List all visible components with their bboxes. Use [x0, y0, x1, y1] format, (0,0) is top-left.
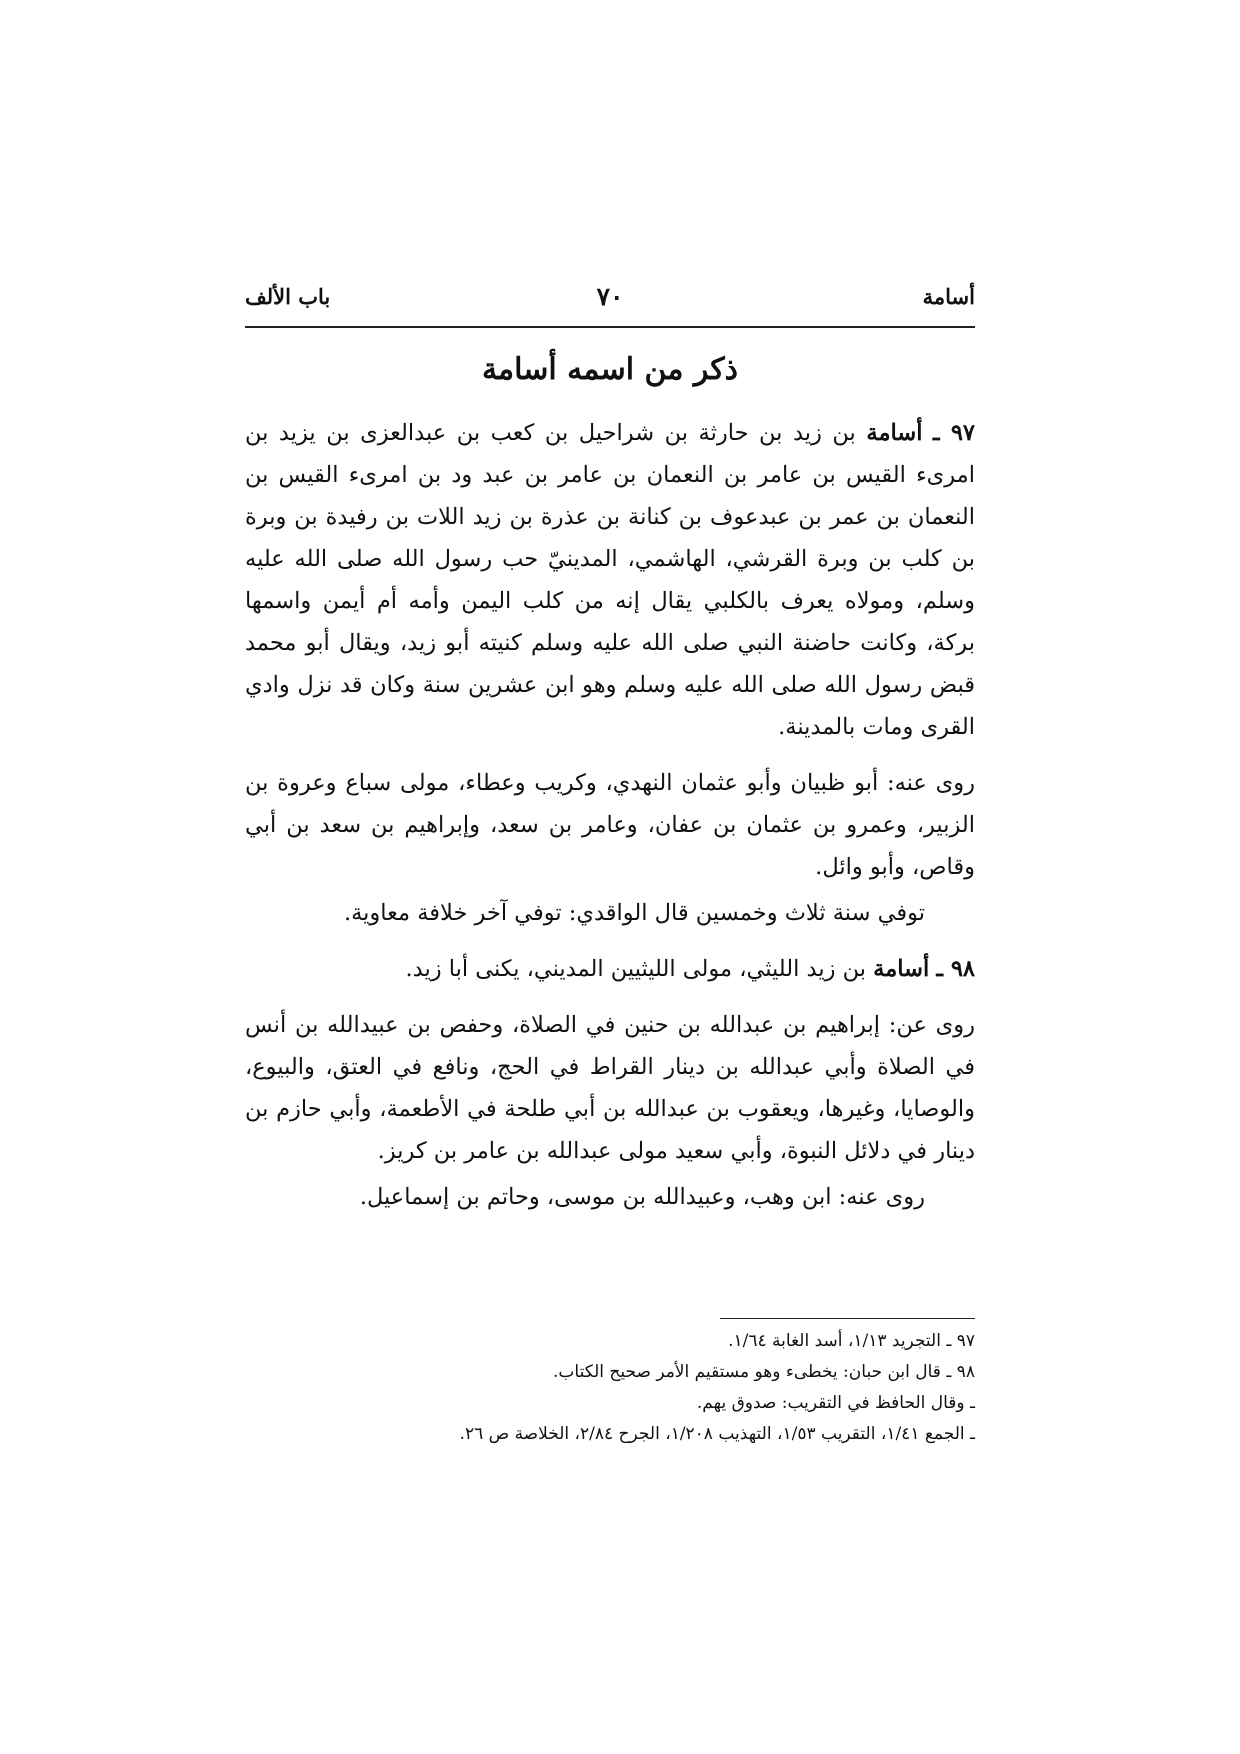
entry-98-narrated-from: روى عن: إبراهيم بن عبدالله بن حنين في الصلاة، وحفص بن عبيدالله بن أنس في الصلاة وأبي عبدالله بن دينار القراط في الحج، ونافع في العتق، والبيوع، والوصايا، وغيرها، ويعقوب بن عبدالله بن أبي طلحة في الأطعمة، وأبي حازم بن دينار في دلائل النبوة، وأبي سعيد مولى عبدالله بن عامر بن كريز. — [245, 1012, 975, 1164]
header-divider — [245, 326, 975, 328]
header-section-name: أسامة — [922, 284, 975, 309]
entry-98-bio-paragraph — [245, 948, 975, 990]
section-title: ذكر من اسمه أسامة — [481, 352, 739, 387]
footnote-98-sources: ـ الجمع ١/٤١، التقريب ١/٥٣، التهذيب ١/٢٠٨، الجرح ٢/٨٤، الخلاصة ص ٢٦. — [459, 1424, 975, 1444]
entry-98-narrators: روى عنه: ابن وهب، وعبيدالله بن موسى، وحاتم بن إسماعيل. — [359, 1184, 925, 1210]
header-chapter-name: باب الألف — [245, 284, 331, 309]
footnote-divider — [720, 1318, 975, 1319]
entry-97-number: ٩٧ ـ — [933, 420, 975, 446]
entry-97-bio-paragraph — [245, 412, 975, 748]
running-header — [245, 284, 975, 324]
entry-97-bio: بن زيد بن حارثة بن شراحيل بن كعب بن عبدالعزى بن يزيد بن امرىء القيس بن عامر بن النعمان بن عامر بن عبد ود بن امرىء القيس بن النعمان بن عمر بن عبدعوف بن كنانة بن عذرة بن زيد اللات بن رفيدة بن وبرة بن كلب بن وبرة القرشي، الهاشمي، المدينيّ حب رسول الله صلى الله عليه وسلم، ومولاه يعرف بالكلبي يقال إنه من كلب اليمن وأمه أم أيمن واسمها بركة، وكانت حاضنة النبي صلى الله عليه وسلم كنيته أبو زيد، ويقال أبو محمد قبض رسول الله صلى الله عليه وسلم وهو ابن عشرين سنة وكان قد نزل وادي القرى ومات بالمدينة. — [245, 420, 975, 740]
footnotes — [245, 1326, 975, 1450]
entry-98-number: ٩٨ ـ — [936, 956, 975, 982]
footnote-98: ٩٨ ـ قال ابن حبان: يخطىء وهو مستقيم الأمر صحيح الكتاب. — [552, 1362, 975, 1382]
main-text — [245, 412, 975, 1232]
page-number: ٧٠ — [596, 282, 624, 311]
entry-98-name: أسامة — [873, 956, 930, 982]
footnote-98-taqrib: ـ وقال الحافظ في التقريب: صدوق يهم. — [696, 1393, 975, 1413]
entry-97-death: توفي سنة ثلاث وخمسين قال الواقدي: توفي آخر خلافة معاوية. — [343, 900, 925, 926]
entry-97-name: أسامة — [866, 420, 923, 446]
entry-97-narrators: روى عنه: أبو ظبيان وأبو عثمان النهدي، وكريب وعطاء، مولى سباع وعروة بن الزبير، وعمرو بن عثمان بن عفان، وعامر بن سعد، وإبراهيم بن سعد بن أبي وقاص، وأبو وائل. — [245, 770, 975, 880]
entry-98-bio: بن زيد الليثي، مولى الليثيين المديني، يكنى أبا زيد. — [405, 956, 866, 982]
footnote-97: ٩٧ ـ التجريد ١/١٣، أسد الغابة ١/٦٤. — [728, 1331, 975, 1351]
